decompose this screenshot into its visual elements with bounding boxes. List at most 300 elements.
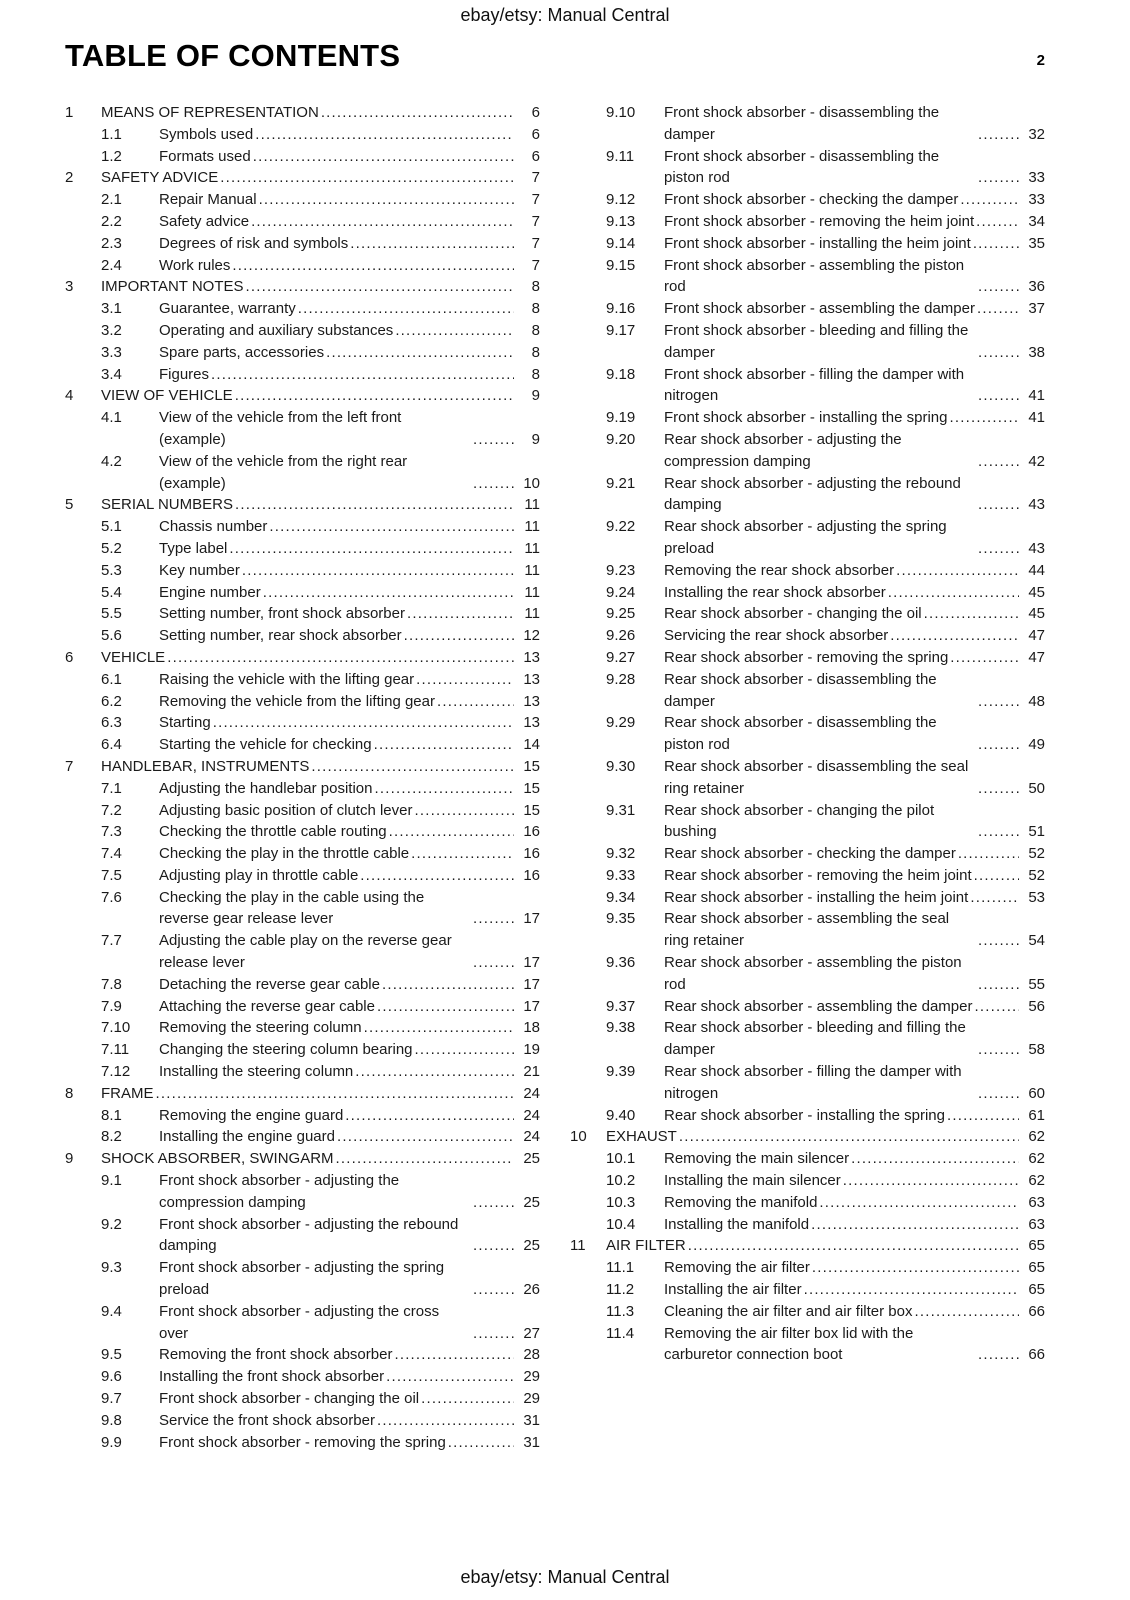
toc-entry-page: 37 [1028, 300, 1045, 318]
toc-entry-page: 38 [1028, 343, 1045, 361]
toc-entry-page: 8 [531, 321, 540, 339]
toc-entry-title: Detaching the reverse gear cable [159, 975, 380, 993]
toc-entry-title: VEHICLE [101, 648, 166, 666]
toc-dot-leader [978, 1083, 1019, 1105]
toc-entry-number: 9.26 [606, 627, 636, 645]
toc-entry-title: Installing the engine guard [159, 1128, 335, 1146]
toc-dot-leader [970, 887, 1019, 909]
toc-dot-leader [950, 647, 1019, 669]
toc-entry-page: 31 [523, 1433, 540, 1451]
toc-entry [65, 298, 540, 320]
toc-entry-title: Spare parts, accessories [159, 343, 325, 361]
toc-entry [570, 756, 1045, 800]
toc-entry-title: Starting [159, 714, 211, 732]
toc-entry [570, 320, 1045, 364]
toc-entry-title: Type label [159, 539, 228, 557]
toc-entry-number: 2.4 [101, 256, 122, 274]
toc-entry-number: 7 [65, 757, 74, 775]
toc-column [65, 102, 540, 1453]
toc-entry-page: 13 [523, 648, 540, 666]
toc-entry-page: 15 [523, 801, 540, 819]
toc-entry-title: Rear shock absorber - changing the oil [664, 605, 922, 623]
toc-entry-page: 9 [531, 430, 540, 448]
toc-entry-title: Chassis number [159, 518, 268, 536]
toc-entry-number: 9.7 [101, 1390, 122, 1408]
toc-dot-leader [395, 320, 514, 342]
toc-entry-page: 52 [1028, 866, 1045, 884]
toc-entry-page: 33 [1028, 169, 1045, 187]
toc-entry-title: Front shock absorber - installing the spring [664, 409, 948, 427]
toc-entry [65, 582, 540, 604]
toc-entry-title: Front shock absorber - installing the heim joint [664, 234, 971, 252]
toc-dot-leader [978, 451, 1019, 473]
toc-dot-leader [947, 1105, 1019, 1127]
toc-entry-number: 9.39 [606, 1063, 636, 1081]
toc-entry-page: 28 [523, 1346, 540, 1364]
toc-entry [570, 887, 1045, 909]
toc-entry-page: 41 [1028, 409, 1045, 427]
toc-entry-title: Front shock absorber - removing the heim joint [664, 212, 975, 230]
toc-entry-page: 60 [1028, 1084, 1045, 1102]
toc-entry-number: 2.2 [101, 212, 122, 230]
toc-entry [570, 255, 1045, 299]
toc-entry [570, 865, 1045, 887]
toc-entry-number: 6.4 [101, 736, 122, 754]
toc-entry-page: 43 [1028, 496, 1045, 514]
toc-dot-leader [229, 538, 514, 560]
toc-entry-number: 4.1 [101, 409, 122, 427]
toc-dot-leader [473, 1192, 514, 1214]
toc-entry-title: Rear shock absorber - checking the damper [664, 845, 956, 863]
toc-dot-leader [448, 1432, 514, 1454]
toc-entry-title: SHOCK ABSORBER, SWINGARM [101, 1150, 334, 1168]
toc-entry-page: 15 [523, 779, 540, 797]
toc-entry [65, 669, 540, 691]
toc-entry-title: Rear shock absorber - filling the damper with nitrogen [664, 1063, 962, 1102]
toc-dot-leader [978, 1344, 1019, 1366]
toc-entry [65, 887, 540, 931]
toc-dot-leader [473, 1323, 514, 1345]
toc-entry-title: Front shock absorber - adjusting the cross over [159, 1302, 440, 1342]
toc-entry [65, 756, 540, 778]
toc-entry-number: 5 [65, 496, 74, 514]
toc-entry-title: Checking the throttle cable routing [159, 823, 387, 841]
toc-column [570, 102, 1045, 1453]
toc-entry-title: Installing the air filter [664, 1281, 802, 1299]
toc-entry-page: 61 [1028, 1106, 1045, 1124]
toc-entry-page: 29 [523, 1368, 540, 1386]
toc-dot-leader [978, 974, 1019, 996]
toc-dot-leader [364, 1017, 514, 1039]
toc-entry-number: 10.1 [606, 1150, 636, 1168]
toc-entry [65, 843, 540, 865]
toc-dot-leader [437, 691, 514, 713]
toc-entry-number: 9.37 [606, 997, 636, 1015]
toc-entry-number: 7.2 [101, 801, 122, 819]
toc-entry-number: 9.21 [606, 474, 636, 492]
toc-dot-leader [382, 974, 514, 996]
toc-entry-page: 11 [524, 583, 540, 601]
toc-dot-leader [924, 603, 1019, 625]
toc-entry-title: Rear shock absorber - assembling the damper [664, 997, 973, 1015]
toc-entry-number: 10.2 [606, 1172, 636, 1190]
toc-entry-number: 7.1 [101, 779, 122, 797]
toc-entry [65, 1257, 540, 1301]
toc-entry-number: 9.38 [606, 1019, 636, 1037]
toc-entry [570, 1279, 1045, 1301]
toc-columns [0, 74, 1130, 1453]
toc-entry [570, 407, 1045, 429]
toc-entry-title: Guarantee, warranty [159, 300, 296, 318]
toc-entry-page: 18 [523, 1019, 540, 1037]
toc-dot-leader [156, 1083, 515, 1105]
toc-entry [65, 800, 540, 822]
toc-entry [570, 908, 1045, 952]
toc-entry-number: 9.25 [606, 605, 636, 623]
toc-entry-number: 7.11 [101, 1041, 130, 1059]
toc-entry-page: 55 [1028, 975, 1045, 993]
toc-entry-page: 24 [523, 1084, 540, 1102]
toc-entry [570, 189, 1045, 211]
toc-dot-leader [976, 211, 1019, 233]
toc-dot-leader [167, 647, 514, 669]
toc-entry-number: 5.6 [101, 627, 122, 645]
toc-entry-number: 5.1 [101, 518, 122, 536]
toc-entry-title: Engine number [159, 583, 261, 601]
toc-entry-page: 62 [1028, 1128, 1045, 1146]
toc-entry-number: 2.3 [101, 234, 122, 252]
page-title: TABLE OF CONTENTS [65, 38, 401, 73]
toc-entry-page: 62 [1028, 1150, 1045, 1168]
toc-entry-title: Starting the vehicle for checking [159, 736, 372, 754]
toc-entry-page: 29 [523, 1390, 540, 1408]
toc-entry-number: 9.20 [606, 430, 636, 448]
toc-dot-leader [386, 1366, 514, 1388]
toc-dot-leader [978, 778, 1019, 800]
toc-entry [570, 1148, 1045, 1170]
toc-entry-page: 7 [531, 191, 540, 209]
toc-entry-title: Rear shock absorber - adjusting the rebound damping [664, 474, 961, 514]
toc-dot-leader [811, 1214, 1019, 1236]
toc-dot-leader [259, 189, 514, 211]
toc-entry-title: Adjusting play in throttle cable [159, 866, 359, 884]
toc-entry-title: Operating and auxiliary substances [159, 321, 394, 339]
toc-dot-leader [263, 582, 514, 604]
toc-entry-number: 9 [65, 1150, 74, 1168]
toc-dot-leader [978, 691, 1019, 713]
toc-entry [570, 516, 1045, 560]
toc-entry-title: Checking the play in the throttle cable [159, 845, 410, 863]
toc-entry-title: Rear shock absorber - installing the spring [664, 1106, 945, 1124]
toc-entry [570, 996, 1045, 1018]
toc-entry-number: 6.1 [101, 670, 122, 688]
toc-dot-leader [377, 996, 514, 1018]
toc-entry-number: 8 [65, 1084, 74, 1102]
toc-entry [570, 603, 1045, 625]
toc-entry-page: 24 [523, 1106, 540, 1124]
toc-entry-title: Figures [159, 365, 210, 383]
toc-entry-title: SERIAL NUMBERS [101, 496, 233, 514]
toc-entry-title: Servicing the rear shock absorber [664, 627, 889, 645]
toc-entry-number: 1.1 [101, 125, 122, 143]
toc-entry [570, 800, 1045, 844]
toc-entry-page: 41 [1028, 387, 1045, 405]
toc-entry-number: 5.2 [101, 539, 122, 557]
toc-entry [570, 582, 1045, 604]
toc-dot-leader [804, 1279, 1019, 1301]
toc-entry-title: Removing the manifold [664, 1193, 818, 1211]
toc-entry-title: Attaching the reverse gear cable [159, 997, 375, 1015]
toc-entry-page: 65 [1028, 1281, 1045, 1299]
toc-entry [65, 233, 540, 255]
toc-entry-title: Front shock absorber - disassembling the piston rod [664, 147, 940, 187]
toc-dot-leader [977, 298, 1019, 320]
toc-dot-leader [355, 1061, 514, 1083]
toc-entry-title: MEANS OF REPRESENTATION [101, 104, 319, 121]
toc-dot-leader [978, 494, 1019, 516]
toc-entry-number: 9.40 [606, 1106, 636, 1124]
toc-entry-page: 8 [531, 300, 540, 318]
toc-entry [65, 494, 540, 516]
toc-entry-number: 7.10 [101, 1019, 131, 1037]
toc-entry [570, 647, 1045, 669]
toc-entry-page: 32 [1028, 125, 1045, 143]
toc-entry-page: 62 [1028, 1172, 1045, 1190]
toc-entry [65, 1214, 540, 1258]
toc-entry-number: 9.28 [606, 670, 636, 688]
toc-entry-number: 7.8 [101, 975, 122, 993]
toc-entry-title: Repair Manual [159, 191, 257, 209]
toc-entry [570, 1192, 1045, 1214]
toc-dot-leader [374, 734, 514, 756]
toc-entry-number: 9.23 [606, 561, 636, 579]
toc-entry [65, 1039, 540, 1061]
toc-entry [65, 255, 540, 277]
toc-entry-title: Rear shock absorber - changing the pilot bushing [664, 801, 935, 841]
toc-entry-page: 36 [1028, 278, 1045, 296]
toc-entry-number: 3 [65, 278, 74, 296]
toc-entry [65, 1148, 540, 1170]
running-header: ebay/etsy: Manual Central [460, 5, 670, 25]
toc-entry-title: Key number [159, 561, 240, 579]
toc-dot-leader [345, 1105, 514, 1127]
toc-entry-title: Front shock absorber - disassembling the damper [664, 104, 940, 143]
toc-entry-number: 9.15 [606, 256, 636, 274]
toc-entry-number: 7.6 [101, 888, 122, 906]
toc-entry-title: SAFETY ADVICE [101, 169, 219, 187]
toc-entry-page: 16 [523, 823, 540, 841]
toc-entry [65, 342, 540, 364]
toc-dot-leader [978, 385, 1019, 407]
toc-dot-leader [298, 298, 514, 320]
toc-entry [65, 167, 540, 189]
toc-entry-page: 16 [523, 866, 540, 884]
toc-entry [570, 146, 1045, 190]
toc-entry [570, 1257, 1045, 1279]
toc-entry [65, 276, 540, 298]
toc-entry [65, 821, 540, 843]
toc-entry-page: 6 [531, 147, 540, 165]
toc-dot-leader [246, 276, 514, 298]
toc-entry-title: Rear shock absorber - removing the heim joint [664, 866, 972, 884]
toc-entry-number: 7.4 [101, 845, 122, 863]
toc-dot-leader [394, 1344, 514, 1366]
toc-entry [65, 647, 540, 669]
toc-dot-leader [978, 276, 1019, 298]
toc-entry [65, 1083, 540, 1105]
toc-entry-number: 9.35 [606, 910, 636, 928]
toc-entry [570, 1061, 1045, 1105]
toc-dot-leader [978, 538, 1019, 560]
toc-dot-leader [411, 843, 514, 865]
toc-entry-number: 9.19 [606, 409, 636, 427]
toc-entry-title: Degrees of risk and symbols [159, 234, 349, 252]
toc-entry [65, 1388, 540, 1410]
toc-entry-number: 9.4 [101, 1302, 122, 1320]
toc-dot-leader [978, 734, 1019, 756]
toc-entry-number: 9.2 [101, 1215, 122, 1233]
toc-entry-page: 66 [1028, 1346, 1045, 1364]
toc-entry-number: 7.9 [101, 997, 122, 1015]
toc-entry-number: 9.10 [606, 104, 636, 121]
toc-entry-title: Removing the rear shock absorber [664, 561, 895, 579]
toc-entry-page: 25 [523, 1237, 540, 1255]
toc-entry-page: 65 [1028, 1237, 1045, 1255]
toc-dot-leader [679, 1126, 1019, 1148]
toc-entry [65, 1105, 540, 1127]
toc-dot-leader [350, 233, 514, 255]
toc-entry-title: EXHAUST [606, 1128, 677, 1146]
toc-entry-page: 17 [523, 975, 540, 993]
toc-dot-leader [213, 712, 514, 734]
toc-entry [570, 712, 1045, 756]
toc-entry-title: Work rules [159, 256, 231, 274]
toc-entry-page: 11 [524, 561, 540, 579]
toc-entry-number: 3.3 [101, 343, 122, 361]
toc-entry [65, 691, 540, 713]
toc-entry-title: Changing the steering column bearing [159, 1041, 413, 1059]
page-number: 2 [1036, 52, 1045, 69]
toc-entry-title: Adjusting the handlebar position [159, 779, 373, 797]
toc-entry-number: 10 [570, 1128, 587, 1146]
toc-entry-title: Front shock absorber - adjusting the rebound damping [159, 1215, 459, 1255]
toc-entry-number: 9.31 [606, 801, 636, 819]
toc-dot-leader [360, 865, 514, 887]
toc-entry [65, 189, 540, 211]
toc-entry [570, 473, 1045, 517]
toc-dot-leader [211, 364, 514, 386]
toc-dot-leader [377, 1410, 514, 1432]
toc-entry-page: 44 [1028, 561, 1045, 579]
toc-entry-number: 11.2 [606, 1281, 635, 1299]
toc-entry-title: Rear shock absorber - assembling the piston rod [664, 954, 962, 993]
toc-entry-title: Removing the main silencer [664, 1150, 850, 1168]
toc-entry-page: 15 [523, 757, 540, 775]
toc-entry [65, 211, 540, 233]
toc-dot-leader [416, 669, 514, 691]
toc-entry-title: Rear shock absorber - disassembling the seal ring retainer [664, 757, 969, 797]
toc-entry [570, 1170, 1045, 1192]
toc-entry-number: 9.18 [606, 365, 636, 383]
toc-entry-page: 17 [523, 954, 540, 972]
toc-entry-page: 6 [531, 104, 540, 121]
toc-entry-title: FRAME [101, 1084, 154, 1102]
toc-entry-page: 8 [531, 343, 540, 361]
toc-entry-page: 7 [531, 234, 540, 252]
toc-entry-number: 6.3 [101, 714, 122, 732]
toc-entry-page: 24 [523, 1128, 540, 1146]
toc-dot-leader [974, 996, 1019, 1018]
toc-dot-leader [978, 821, 1019, 843]
toc-entry-number: 5.3 [101, 561, 122, 579]
toc-dot-leader [819, 1192, 1019, 1214]
toc-entry-page: 11 [524, 539, 540, 557]
toc-entry-page: 17 [523, 997, 540, 1015]
toc-dot-leader [389, 821, 514, 843]
toc-entry-title: Installing the manifold [664, 1215, 810, 1233]
toc-entry-title: View of the vehicle from the left front (example) [159, 409, 402, 448]
toc-entry [65, 974, 540, 996]
toc-entry [570, 669, 1045, 713]
toc-entry-page: 27 [523, 1324, 540, 1342]
toc-dot-leader [232, 255, 514, 277]
toc-dot-leader [688, 1235, 1019, 1257]
toc-dot-leader [958, 843, 1019, 865]
toc-entry-page: 48 [1028, 692, 1045, 710]
toc-dot-leader [960, 189, 1019, 211]
toc-entry-title: Front shock absorber - adjusting the compression damping [159, 1172, 400, 1211]
toc-entry-title: Adjusting the cable play on the reverse gear release lever [159, 932, 452, 972]
toc-entry-number: 9.16 [606, 300, 636, 318]
toc-entry-page: 66 [1028, 1302, 1045, 1320]
toc-entry-title: Front shock absorber - assembling the piston rod [664, 256, 965, 296]
toc-entry-page: 13 [523, 714, 540, 732]
toc-entry-title: Rear shock absorber - adjusting the compression damping [664, 430, 902, 470]
toc-entry-page: 8 [531, 365, 540, 383]
toc-entry-title: VIEW OF VEHICLE [101, 387, 233, 405]
toc-entry-number: 9.13 [606, 212, 636, 230]
toc-entry-page: 13 [523, 670, 540, 688]
toc-entry-number: 5.4 [101, 583, 122, 601]
toc-dot-leader [914, 1301, 1019, 1323]
toc-entry-page: 26 [523, 1281, 540, 1299]
toc-entry-title: Setting number, rear shock absorber [159, 627, 402, 645]
toc-entry-page: 25 [523, 1150, 540, 1168]
toc-entry-number: 8.2 [101, 1128, 122, 1146]
toc-dot-leader [473, 1279, 514, 1301]
toc-dot-leader [949, 407, 1019, 429]
toc-dot-leader [321, 102, 514, 124]
toc-entry [65, 734, 540, 756]
toc-entry [65, 124, 540, 146]
toc-entry [65, 320, 540, 342]
toc-entry-title: Safety advice [159, 212, 250, 230]
toc-entry [570, 1017, 1045, 1061]
toc-entry-title: Setting number, front shock absorber [159, 605, 405, 623]
toc-entry-title: Checking the play in the cable using the reverse gear release lever [159, 888, 425, 928]
toc-entry [65, 102, 540, 124]
toc-entry-page: 63 [1028, 1193, 1045, 1211]
toc-entry-page: 7 [531, 256, 540, 274]
toc-dot-leader [415, 1039, 515, 1061]
toc-entry-number: 11.1 [606, 1259, 635, 1277]
toc-entry [65, 930, 540, 974]
toc-entry-page: 47 [1028, 648, 1045, 666]
toc-entry-page: 12 [523, 627, 540, 645]
toc-entry [65, 407, 540, 451]
toc-entry-page: 49 [1028, 736, 1045, 754]
toc-entry-number: 3.2 [101, 321, 122, 339]
